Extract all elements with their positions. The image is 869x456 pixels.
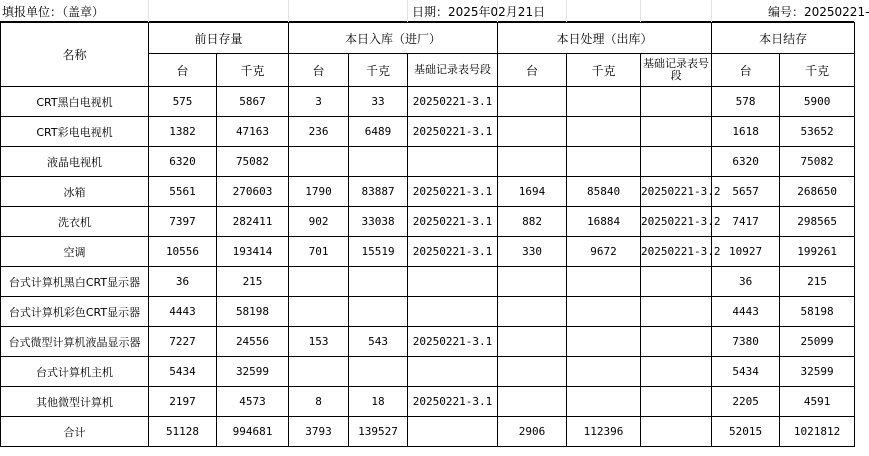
table-row: [1, 297, 855, 327]
table-row: [1, 177, 855, 207]
cell-bal-tai[interactable]: 5657: [712, 177, 780, 207]
cell-in-record-code[interactable]: 20250221-3.1: [408, 327, 498, 357]
cell-out-kg[interactable]: [567, 147, 641, 177]
cell-in-tai[interactable]: 701: [289, 237, 349, 267]
table-row: [1, 267, 855, 297]
cell-in-kg[interactable]: [349, 267, 408, 297]
table-row: [1, 87, 855, 117]
cell-bal-tai[interactable]: 2205: [712, 387, 780, 417]
cell-out-record-code[interactable]: [641, 87, 712, 117]
cell-bal-kg[interactable]: 1021812: [780, 417, 855, 447]
cell-in-tai[interactable]: 902: [289, 207, 349, 237]
cell-out-record-code[interactable]: [641, 417, 712, 447]
unit-header-kg[interactable]: 千克: [780, 54, 855, 87]
record-segment-header[interactable]: 基础记录表号段: [408, 54, 498, 87]
unit-header-kg[interactable]: 千克: [349, 54, 408, 87]
inventory-table: [0, 22, 855, 447]
cell-in-tai[interactable]: [289, 267, 349, 297]
cell-name[interactable]: 空调: [1, 237, 149, 267]
cell-bal-kg[interactable]: 215: [780, 267, 855, 297]
cell-out-kg[interactable]: 112396: [567, 417, 641, 447]
cell-out-kg[interactable]: [567, 387, 641, 417]
group-header-processed[interactable]: 本日处理（出库）: [498, 23, 712, 54]
cell-prev-tai[interactable]: 6320: [149, 147, 217, 177]
cell-out-record-code[interactable]: [641, 327, 712, 357]
cell-prev-tai[interactable]: 5561: [149, 177, 217, 207]
cell-out-record-code[interactable]: [641, 357, 712, 387]
cell-in-kg[interactable]: 139527: [349, 417, 408, 447]
cell-bal-kg[interactable]: 75082: [780, 147, 855, 177]
cell-out-record-code[interactable]: [641, 267, 712, 297]
cell-name[interactable]: 台式计算机彩色CRT显示器: [1, 297, 149, 327]
cell-prev-tai[interactable]: 10556: [149, 237, 217, 267]
cell-out-tai[interactable]: [498, 147, 567, 177]
cell-name[interactable]: CRT黑白电视机: [1, 87, 149, 117]
report-header: [0, 0, 869, 22]
cell-bal-tai[interactable]: 6320: [712, 147, 780, 177]
cell-bal-kg[interactable]: 5900: [780, 87, 855, 117]
cell-prev-tai[interactable]: 1382: [149, 117, 217, 147]
cell-prev-kg[interactable]: 58198: [217, 297, 289, 327]
unit-header-kg[interactable]: 千克: [567, 54, 641, 87]
cell-prev-tai[interactable]: 4443: [149, 297, 217, 327]
cell-prev-kg[interactable]: 270603: [217, 177, 289, 207]
cell-prev-tai[interactable]: 575: [149, 87, 217, 117]
cell-out-tai[interactable]: 2906: [498, 417, 567, 447]
cell-out-kg[interactable]: [567, 267, 641, 297]
cell-out-kg[interactable]: [567, 117, 641, 147]
cell-out-kg[interactable]: [567, 87, 641, 117]
cell-prev-kg[interactable]: 47163: [217, 117, 289, 147]
cell-bal-tai[interactable]: 7380: [712, 327, 780, 357]
cell-prev-kg[interactable]: 994681: [217, 417, 289, 447]
cell-prev-kg[interactable]: 215: [217, 267, 289, 297]
cell-prev-tai[interactable]: 51128: [149, 417, 217, 447]
unit-header-tai[interactable]: 台: [149, 54, 217, 87]
cell-name[interactable]: 台式计算机黑白CRT显示器: [1, 267, 149, 297]
cell-bal-tai[interactable]: 5434: [712, 357, 780, 387]
cell-in-record-code[interactable]: [408, 297, 498, 327]
cell-prev-kg[interactable]: 32599: [217, 357, 289, 387]
cell-out-kg[interactable]: [567, 357, 641, 387]
table-row: [1, 357, 855, 387]
cell-out-tai[interactable]: [498, 357, 567, 387]
cell-bal-tai[interactable]: 1618: [712, 117, 780, 147]
cell-in-kg[interactable]: [349, 357, 408, 387]
cell-in-record-code[interactable]: [408, 417, 498, 447]
cell-prev-kg[interactable]: 75082: [217, 147, 289, 177]
cell-in-tai[interactable]: 8: [289, 387, 349, 417]
record-segment-header[interactable]: 基础记录表号段: [641, 54, 712, 87]
cell-out-kg[interactable]: 85840: [567, 177, 641, 207]
cell-out-record-code[interactable]: [641, 387, 712, 417]
cell-bal-kg[interactable]: 4591: [780, 387, 855, 417]
cell-bal-kg[interactable]: 53652: [780, 117, 855, 147]
cell-out-kg[interactable]: 16884: [567, 207, 641, 237]
cell-bal-tai[interactable]: 4443: [712, 297, 780, 327]
table-row: [1, 207, 855, 237]
cell-in-kg[interactable]: 543: [349, 327, 408, 357]
cell-name[interactable]: 其他微型计算机: [1, 387, 149, 417]
cell-out-record-code[interactable]: 20250221-3.2: [641, 207, 712, 237]
cell-bal-kg[interactable]: 199261: [780, 237, 855, 267]
cell-in-kg[interactable]: 83887: [349, 177, 408, 207]
cell-in-tai[interactable]: 3793: [289, 417, 349, 447]
group-header-previous-stock[interactable]: 前日存量: [149, 23, 289, 54]
cell-name[interactable]: 冰箱: [1, 177, 149, 207]
cell-bal-kg[interactable]: 58198: [780, 297, 855, 327]
group-header-balance[interactable]: 本日结存: [712, 23, 855, 54]
cell-name[interactable]: 台式计算机主机: [1, 357, 149, 387]
group-header-incoming[interactable]: 本日入库（进厂）: [289, 23, 498, 54]
cell-in-kg[interactable]: 18: [349, 387, 408, 417]
table-row: [1, 117, 855, 147]
cell-in-tai[interactable]: 153: [289, 327, 349, 357]
cell-in-kg[interactable]: 15519: [349, 237, 408, 267]
cell-out-tai[interactable]: [498, 327, 567, 357]
table-row: [1, 147, 855, 177]
cell-out-tai[interactable]: [498, 87, 567, 117]
cell-in-tai[interactable]: [289, 357, 349, 387]
cell-prev-tai[interactable]: 2197: [149, 387, 217, 417]
cell-out-tai[interactable]: [498, 387, 567, 417]
cell-in-kg[interactable]: 33: [349, 87, 408, 117]
unit-header-tai[interactable]: 台: [498, 54, 567, 87]
cell-in-tai[interactable]: 236: [289, 117, 349, 147]
cell-name[interactable]: 洗衣机: [1, 207, 149, 237]
cell-name[interactable]: 台式微型计算机液晶显示器: [1, 327, 149, 357]
unit-header-tai[interactable]: 台: [289, 54, 349, 87]
cell-out-tai[interactable]: 882: [498, 207, 567, 237]
cell-out-tai[interactable]: 1694: [498, 177, 567, 207]
report-number: 编号：20250221-: [768, 5, 869, 19]
filing-unit-label: 填报单位：（盖章）: [2, 5, 105, 19]
cell-bal-tai[interactable]: 7417: [712, 207, 780, 237]
cell-prev-kg[interactable]: 193414: [217, 237, 289, 267]
cell-in-tai[interactable]: 3: [289, 87, 349, 117]
cell-prev-tai[interactable]: 36: [149, 267, 217, 297]
cell-in-record-code[interactable]: 20250221-3.1: [408, 177, 498, 207]
cell-out-record-code[interactable]: [641, 147, 712, 177]
table-row: [1, 237, 855, 267]
unit-header-tai[interactable]: 台: [712, 54, 780, 87]
cell-bal-tai[interactable]: 36: [712, 267, 780, 297]
cell-in-kg[interactable]: [349, 147, 408, 177]
cell-prev-tai[interactable]: 5434: [149, 357, 217, 387]
cell-out-kg[interactable]: [567, 327, 641, 357]
cell-in-tai[interactable]: [289, 147, 349, 177]
cell-bal-tai[interactable]: 578: [712, 87, 780, 117]
cell-name[interactable]: 合计: [1, 417, 149, 447]
cell-out-kg[interactable]: 9672: [567, 237, 641, 267]
cell-prev-tai[interactable]: 7227: [149, 327, 217, 357]
cell-out-kg[interactable]: [567, 297, 641, 327]
cell-in-kg[interactable]: 33038: [349, 207, 408, 237]
cell-out-tai[interactable]: [498, 267, 567, 297]
cell-prev-kg[interactable]: 5867: [217, 87, 289, 117]
cell-prev-kg[interactable]: 4573: [217, 387, 289, 417]
cell-in-tai[interactable]: [289, 297, 349, 327]
cell-prev-kg[interactable]: 24556: [217, 327, 289, 357]
cell-bal-kg[interactable]: 298565: [780, 207, 855, 237]
cell-in-record-code[interactable]: [408, 357, 498, 387]
cell-name[interactable]: 液晶电视机: [1, 147, 149, 177]
cell-bal-tai[interactable]: 10927: [712, 237, 780, 267]
cell-bal-tai[interactable]: 52015: [712, 417, 780, 447]
cell-out-record-code[interactable]: 20250221-3.2: [641, 177, 712, 207]
table-header-row: [1, 23, 855, 54]
cell-in-record-code[interactable]: [408, 267, 498, 297]
unit-header-kg[interactable]: 千克: [217, 54, 289, 87]
cell-bal-kg[interactable]: 268650: [780, 177, 855, 207]
cell-in-record-code[interactable]: 20250221-3.1: [408, 117, 498, 147]
cell-bal-kg[interactable]: 25099: [780, 327, 855, 357]
cell-name[interactable]: CRT彩电电视机: [1, 117, 149, 147]
cell-in-tai[interactable]: 1790: [289, 177, 349, 207]
cell-bal-kg[interactable]: 32599: [780, 357, 855, 387]
cell-out-record-code[interactable]: [641, 297, 712, 327]
cell-prev-kg[interactable]: 282411: [217, 207, 289, 237]
table-row: [1, 387, 855, 417]
cell-in-record-code[interactable]: 20250221-3.1: [408, 87, 498, 117]
cell-in-kg[interactable]: [349, 297, 408, 327]
cell-in-record-code[interactable]: 20250221-3.1: [408, 207, 498, 237]
cell-in-kg[interactable]: 6489: [349, 117, 408, 147]
cell-in-record-code[interactable]: [408, 147, 498, 177]
cell-out-tai[interactable]: [498, 297, 567, 327]
cell-out-tai[interactable]: [498, 117, 567, 147]
cell-out-record-code[interactable]: [641, 117, 712, 147]
cell-in-record-code[interactable]: 20250221-3.1: [408, 237, 498, 267]
table-row: [1, 417, 855, 447]
cell-prev-tai[interactable]: 7397: [149, 207, 217, 237]
table-row: [1, 327, 855, 357]
cell-out-record-code[interactable]: 20250221-3.2: [641, 237, 712, 267]
cell-out-tai[interactable]: 330: [498, 237, 567, 267]
report-date: 日期：2025年02月21日: [412, 5, 546, 19]
name-column-header[interactable]: 名称: [1, 23, 149, 87]
cell-in-record-code[interactable]: 20250221-3.1: [408, 387, 498, 417]
